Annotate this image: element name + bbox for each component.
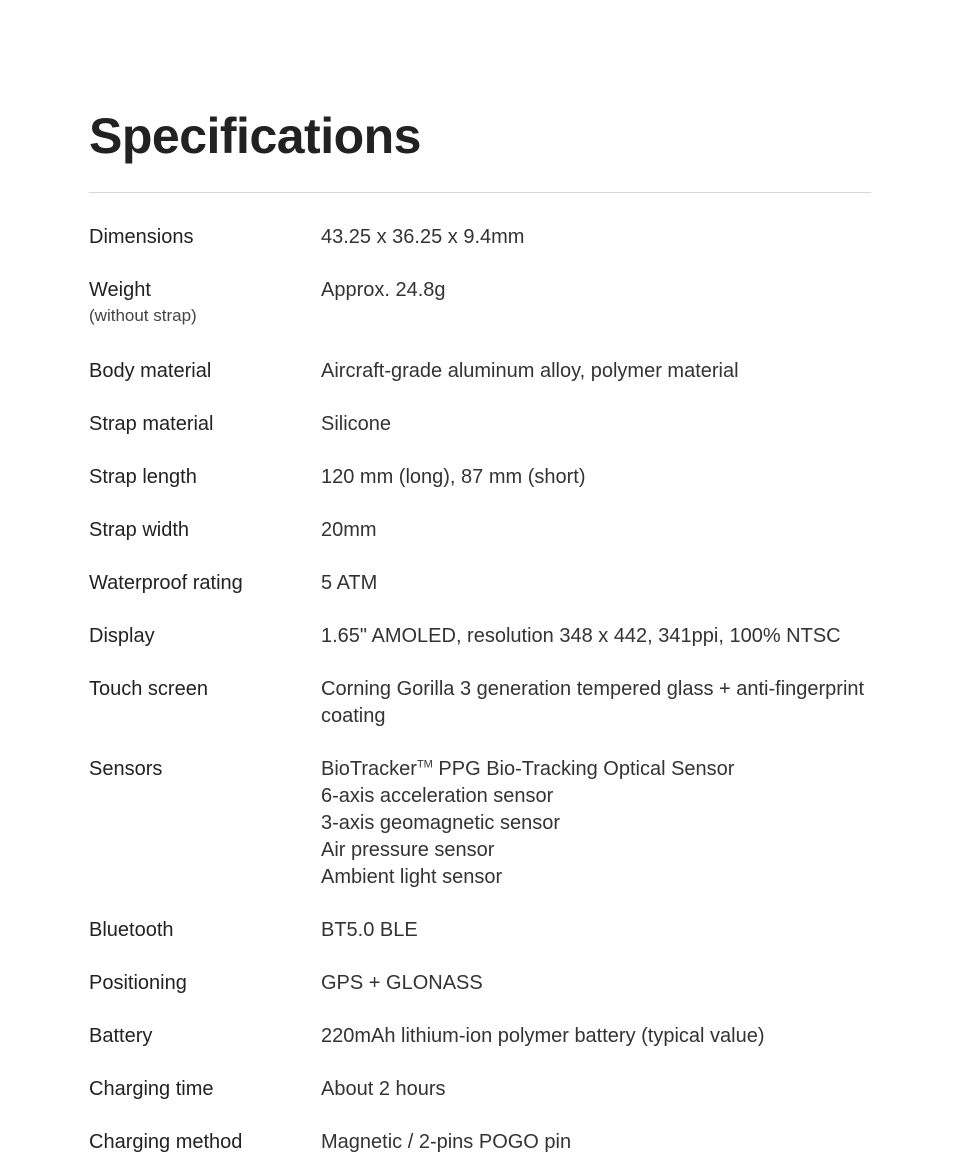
spec-value: 6-axis acceleration sensor xyxy=(321,785,554,807)
spec-row-bluetooth xyxy=(89,917,889,970)
spec-label: Strap length xyxy=(89,466,197,488)
spec-label: Battery xyxy=(89,1025,153,1047)
specs-table xyxy=(89,224,889,1159)
spec-row-strap-width xyxy=(89,517,889,570)
spec-value: BioTracker™ PPG Bio-Tracking Optical Sensor xyxy=(321,758,735,780)
spec-value: GPS + GLONASS xyxy=(321,972,483,994)
spec-label: Body material xyxy=(89,360,212,382)
spec-label: Charging method xyxy=(89,1131,243,1153)
spec-row-battery xyxy=(89,1023,889,1076)
spec-label: Weight xyxy=(89,279,151,301)
spec-row-strap-length xyxy=(89,464,889,517)
spec-value: Air pressure sensor xyxy=(321,839,495,861)
spec-value: 20mm xyxy=(321,519,377,541)
spec-label: Touch screen xyxy=(89,678,208,700)
spec-value: 1.65" AMOLED, resolution 348 x 442, 341ppi, 100% NTSC xyxy=(321,625,841,647)
spec-row-positioning xyxy=(89,970,889,1023)
spec-row-dimensions xyxy=(89,224,889,277)
page-title: Specifications xyxy=(89,108,421,164)
spec-value: About 2 hours xyxy=(321,1078,446,1100)
spec-label: Charging time xyxy=(89,1078,214,1100)
spec-row-weight xyxy=(89,277,889,358)
spec-label: Positioning xyxy=(89,972,187,994)
spec-value: 220mAh lithium-ion polymer battery (typical value) xyxy=(321,1025,765,1047)
spec-label: Sensors xyxy=(89,758,163,780)
spec-value: 5 ATM xyxy=(321,572,378,594)
spec-label: Waterproof rating xyxy=(89,572,243,594)
spec-value: BT5.0 BLE xyxy=(321,919,418,941)
spec-value: Approx. 24.8g xyxy=(321,279,446,301)
divider xyxy=(89,192,871,193)
spec-label: Bluetooth xyxy=(89,919,174,941)
spec-row-body-material xyxy=(89,358,889,411)
spec-value: 120 mm (long), 87 mm (short) xyxy=(321,466,586,488)
spec-value: Corning Gorilla 3 generation tempered glass + anti-fingerprint coating xyxy=(321,678,865,727)
spec-row-strap-material xyxy=(89,411,889,464)
spec-value: Magnetic / 2-pins POGO pin xyxy=(321,1131,572,1153)
spec-value: Silicone xyxy=(321,413,392,435)
spec-row-touch-screen xyxy=(89,676,889,756)
spec-value: Aircraft-grade aluminum alloy, polymer material xyxy=(321,360,739,382)
spec-row-charging-time xyxy=(89,1076,889,1129)
trademark-mark: TM xyxy=(416,758,433,771)
spec-label: Display xyxy=(89,625,155,647)
spec-label: Strap material xyxy=(89,413,214,435)
spec-label: Strap width xyxy=(89,519,190,541)
spec-row-waterproof-rating xyxy=(89,570,889,623)
spec-value: 3-axis geomagnetic sensor xyxy=(321,812,561,834)
spec-row-charging-method xyxy=(89,1129,889,1159)
spec-label: Dimensions xyxy=(89,226,194,248)
spec-row-display xyxy=(89,623,889,676)
spec-value: Ambient light sensor xyxy=(321,866,503,888)
spec-sublabel: (without strap) xyxy=(89,306,197,325)
spec-value: 43.25 x 36.25 x 9.4mm xyxy=(321,226,525,248)
spec-row-sensors xyxy=(89,756,889,917)
